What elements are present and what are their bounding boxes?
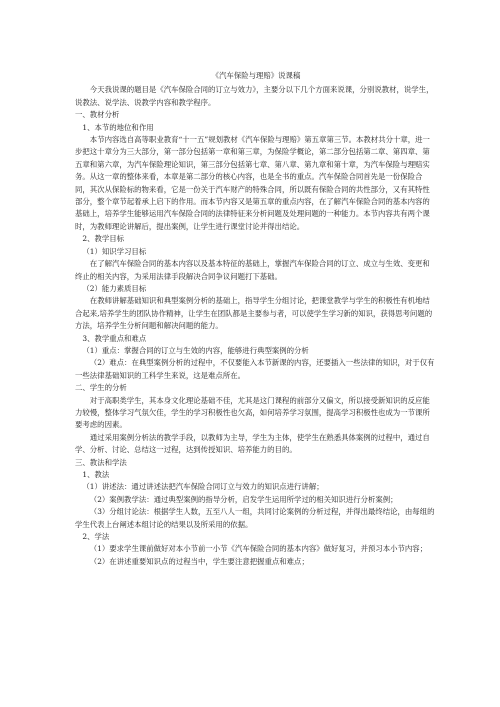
subsection-heading-teaching: 1、教法 bbox=[82, 470, 110, 479]
goal-knowledge-heading: （1）知识学习目标 bbox=[82, 246, 147, 256]
learning-method-review: （1）要求学生课前做好对本小节前一小节《汽车保险合同的基本内容》做好复习，并预习本小节内容； bbox=[89, 544, 428, 554]
document-title: 《汽车保险与理赔》说课稿 bbox=[211, 71, 301, 80]
teaching-method-lecture: （1）讲述法：通过讲述法把汽车保险合同订立与效力的知识点进行讲解； bbox=[82, 482, 324, 492]
section-heading-students: 二、学生的分析 bbox=[75, 383, 127, 393]
subsection-heading-position: 1、本节的地位和作用 bbox=[82, 122, 154, 132]
students-paragraph-1: 对于高职类学生，其本身文化理论基础不佳，尤其是这门课程的前部分又偏文，所以接受新知识的反应能力较慢，整体学习气氛欠佳，学生的学习积极性也欠高，如何培养学习氛围，提高学习积极性也成为一节课所要考虑的因素。 bbox=[75, 395, 430, 430]
section-heading-textbook: 一、教材分析 bbox=[75, 110, 120, 120]
subsection-heading-keypoints: 3、教学重点和难点 bbox=[82, 333, 147, 343]
position-paragraph: 本节内容选自高等职业教育“十一五”规划教材《汽车保险与理赔》第五章第三节。本教材共分十章，进一步把这十章分为三大部分，第一部分包括第一章和第三章，为保险学概论，第二部分包括第二章、第四章、第五章和第六章，为汽车保险理论知识，第三部分包括第七章、第八章、第九章和第十章，为汽车保险与理赔实务。从这一章的整体来看，本章是第二部分的核心内容，也是全书的重点。汽车保险合同首先是一份保险合同，其次从保险标的物来看，它是一份关于汽车财产的特殊合同，所以既有保险合同的共性部分，又有其特性部分，整个章节起着承上启下的作用。而本节内容又是第五章的重点内容，在了解汽车保险合同的基本内容的基础上，培养学生能够运用汽车保险合同的法律特征来分析问题及处理问题的一种能力。本节内容共有两个课时，为教师理论讲解后，提出案例，让学生进行课堂讨论并得出结论。 bbox=[75, 135, 430, 231]
learning-method-focus: （2）在讲述重要知识点的过程当中，学生要注意把握重点和难点； bbox=[89, 556, 309, 566]
goal-ability-paragraph: 在教师讲解基础知识和典型案例分析的基础上，指导学生分组讨论，把课堂教学与学生的积极性有机地结合起来,培养学生的团队协作精神，让学生在团队都是主要参与者，可以使学生学习新的知识，获得思考问题的方法，培养学生分析问题和解决问题的能力。 bbox=[75, 296, 433, 331]
goal-ability-heading: （2）能力素质目标 bbox=[82, 283, 147, 293]
keypoint-focus: （1）重点：掌握合同的订立与生效的内容，能够进行典型案例的分析 bbox=[82, 345, 309, 355]
subsection-heading-goals: 2、教学目标 bbox=[82, 234, 125, 244]
goal-knowledge-paragraph: 在了解汽车保险合同的基本内容以及基本特征的基础上，掌握汽车保险合同的订立、成立与生效、变更和终止的相关内容，为采用法律手段解决合同争议问题打下基础。 bbox=[75, 259, 430, 281]
document-page bbox=[75, 70, 437, 568]
keypoint-difficulty: （2）难点：在典型案例分析的过程中，不仅要能入本节新课的内容，还要插入一些法律的知识，对于仅有一些法律基础知识的工科学生来说，这是难点所在。 bbox=[75, 358, 435, 380]
intro-paragraph: 今天我说课的题目是《汽车保险合同的订立与效力》，主要分以下几个方面来说课，分别说教材，说学生，说教法、说学法、说教学内容和教学程序。 bbox=[75, 85, 434, 107]
section-heading-methods: 三、教法和学法 bbox=[75, 457, 127, 467]
teaching-method-case: （2）案例教学法：通过典型案例的指导分析，启发学生运用所学过的相关知识进行分析案例； bbox=[89, 494, 398, 504]
subsection-heading-learning: 2、学法 bbox=[82, 532, 110, 542]
teaching-method-group: （3）分组讨论法：根据学生人数，五至八人一组，共同讨论案例的分析过程，并得出最终结论，由每组的学生代表上台阐述本组讨论的结果以及所采用的依据。 bbox=[75, 507, 435, 529]
students-paragraph-2: 通过采用案例分析法的教学手段，以教师为主导，学生为主体，使学生在熟悉具体案例的过程中，通过自学、分析、讨论、总结这一过程，达到传授知识、培养能力的目的。 bbox=[75, 432, 430, 455]
